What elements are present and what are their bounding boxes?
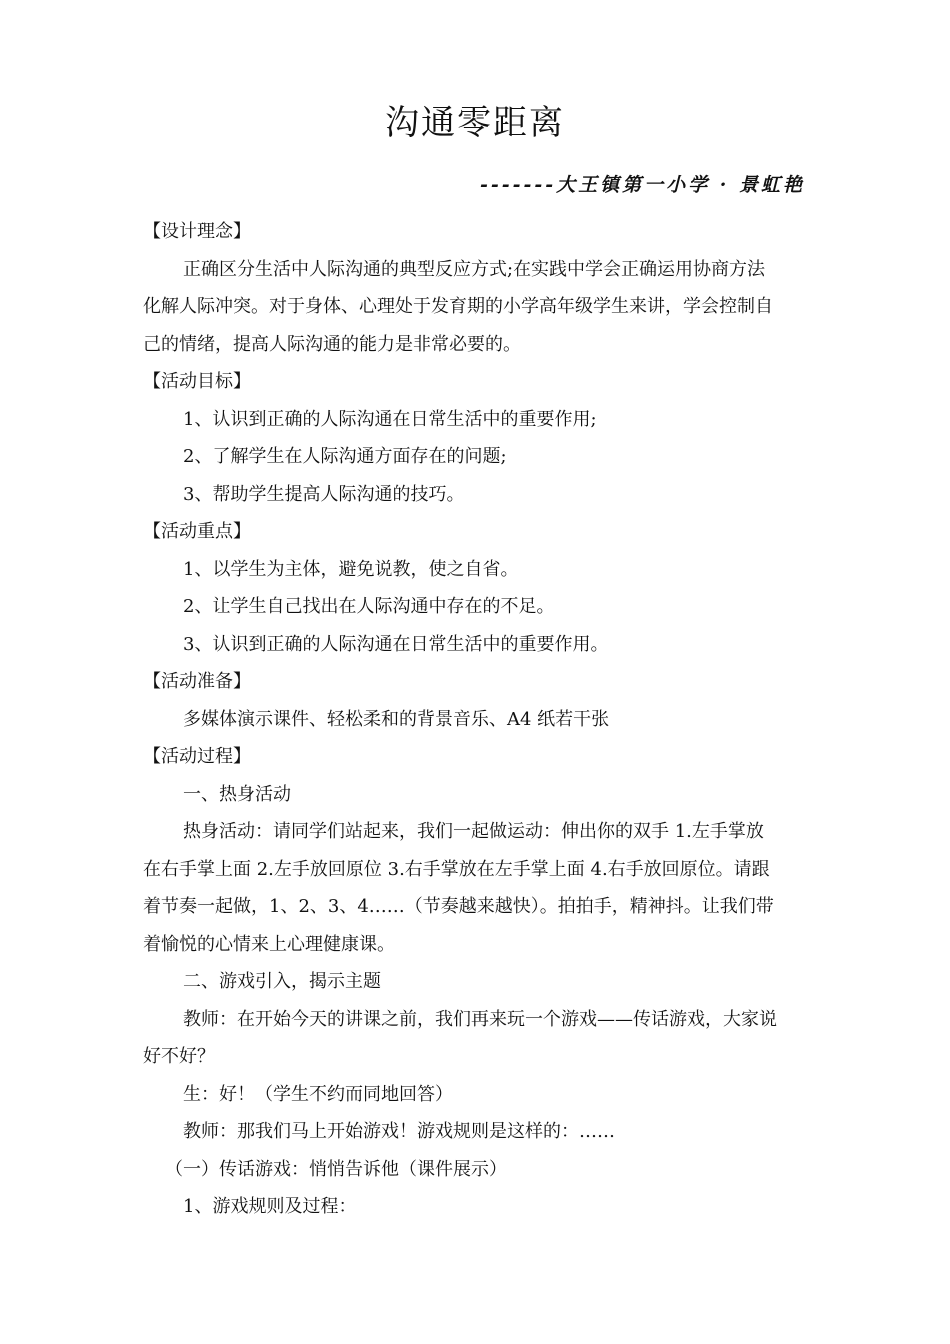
paragraph-line: 己的情绪，提高人际沟通的能力是非常必要的。 bbox=[143, 333, 521, 355]
list-item: 3、帮助学生提高人际沟通的技巧。 bbox=[183, 483, 465, 505]
subsection-title: 二、游戏引入，揭示主题 bbox=[183, 971, 381, 992]
section-heading-preparation: 【活动准备】 bbox=[143, 671, 251, 692]
paragraph-line: 正确区分生活中人际沟通的典型反应方式;在实践中学会正确运用协商方法 bbox=[183, 258, 766, 280]
section-heading-goals: 【活动目标】 bbox=[143, 371, 251, 392]
list-item: 3、认识到正确的人际沟通在日常生活中的重要作用。 bbox=[183, 633, 609, 655]
list-item: 2、了解学生在人际沟通方面存在的问题; bbox=[183, 446, 507, 467]
paragraph-line: 热身活动：请同学们站起来，我们一起做运动：伸出你的双手 1.左手掌放 bbox=[183, 821, 764, 842]
section-heading-process: 【活动过程】 bbox=[143, 746, 251, 767]
paragraph-line: 着愉悦的心情来上心理健康课。 bbox=[143, 933, 395, 955]
subsection-title: 一、热身活动 bbox=[183, 783, 291, 805]
list-item: 2、让学生自己找出在人际沟通中存在的不足。 bbox=[183, 596, 555, 617]
list-item: 1、以学生为主体，避免说教，使之自省。 bbox=[183, 558, 519, 580]
list-item: 1、认识到正确的人际沟通在日常生活中的重要作用; bbox=[183, 408, 597, 430]
subsection-title: 1、游戏规则及过程： bbox=[183, 1196, 357, 1217]
dialogue-line: 生：好！（学生不约而同地回答） bbox=[183, 1083, 453, 1105]
dialogue-line: 教师：那我们马上开始游戏！游戏规则是这样的：…… bbox=[183, 1121, 615, 1142]
paragraph-line: 好不好？ bbox=[143, 1046, 215, 1067]
subsection-title: （一）传话游戏：悄悄告诉他（课件展示） bbox=[165, 1158, 507, 1180]
document-title: 沟通零距离 bbox=[385, 103, 565, 143]
paragraph-line: 着节奏一起做，1、2、3、4……（节奏越来越快）。拍拍手，精神抖。让我们带 bbox=[143, 896, 774, 917]
document-body bbox=[143, 213, 809, 1226]
paragraph-line: 化解人际冲突。对于身体、心理处于发育期的小学高年级学生来讲，学会控制自 bbox=[143, 296, 773, 317]
paragraph-line: 教师：在开始今天的讲课之前，我们再来玩一个游戏——传话游戏，大家说 bbox=[183, 1008, 777, 1030]
paragraph-line: 多媒体演示课件、轻松柔和的背景音乐、A4 纸若干张 bbox=[183, 708, 610, 730]
section-heading-key-points: 【活动重点】 bbox=[143, 521, 251, 542]
paragraph-line: 在右手掌上面 2.左手放回原位 3.右手掌放在左手掌上面 4.右手放回原位。请跟 bbox=[143, 858, 770, 880]
section-heading-design-concept: 【设计理念】 bbox=[143, 221, 251, 242]
author-byline: -------大王镇第一小学 · 景虹艳 bbox=[479, 174, 805, 196]
